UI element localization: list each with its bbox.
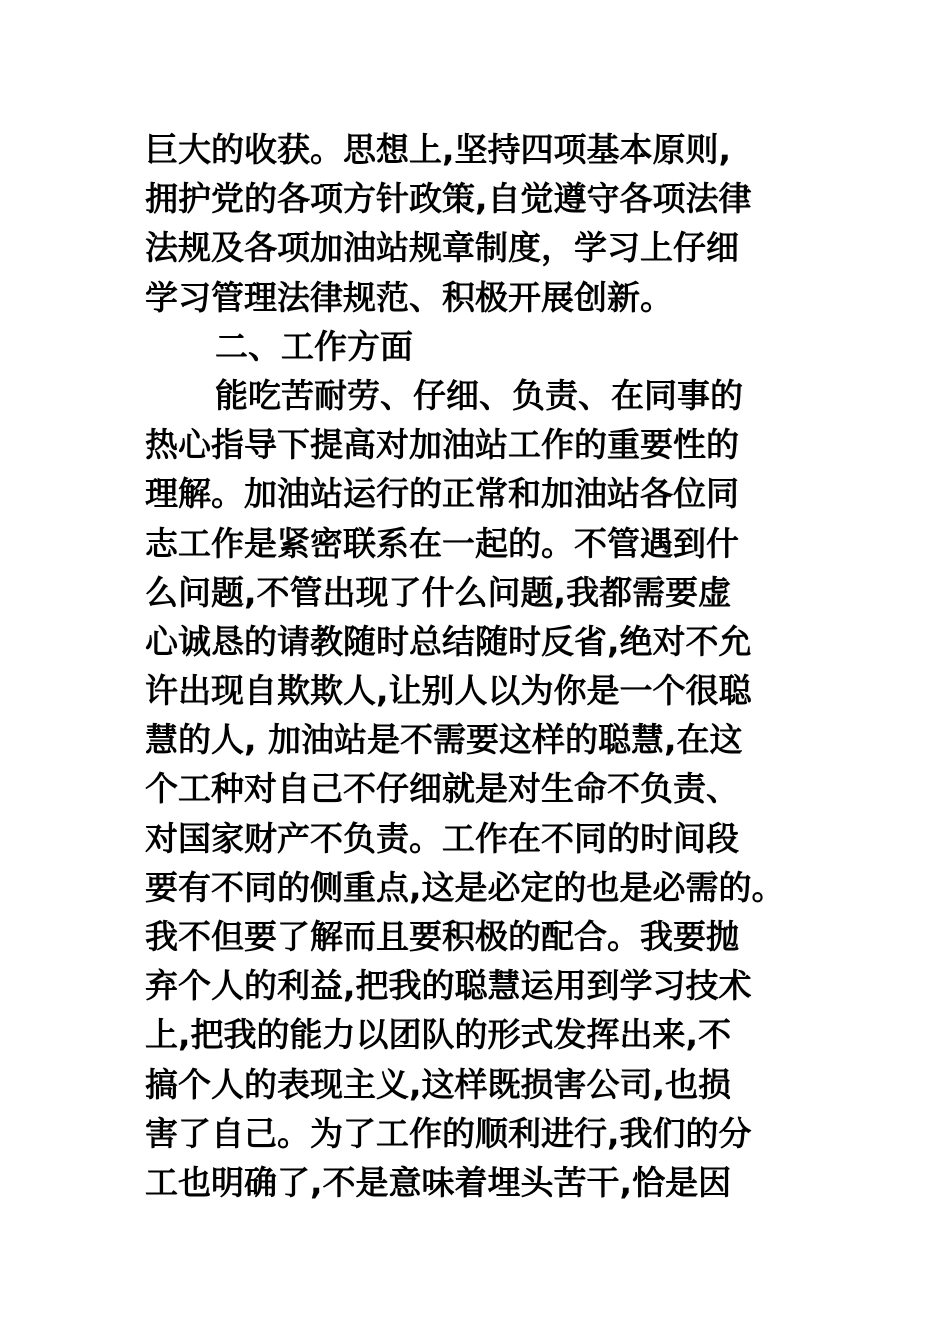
body-text	[145, 125, 845, 1207]
text-line: 对国家财产不负责。工作在不同的时间段	[145, 818, 739, 858]
text-line: 理解。加油站运行的正常和加油站各位同	[145, 474, 739, 514]
text-line: 工也明确了,不是意味着埋头苦干,恰是因	[145, 1162, 732, 1202]
text-line: 志工作是紧密联系在一起的。不管遇到什	[145, 523, 739, 563]
text-line: 个工种对自己不仔细就是对生命不负责、	[145, 769, 739, 809]
text-line: 弃个人的利益,把我的聪慧运用到学习技术	[145, 966, 752, 1006]
text-line: 么问题,不管出现了什么问题,我都需要虚	[145, 572, 732, 612]
text-line: 害了自己。为了工作的顺利进行,我们的分	[145, 1113, 752, 1153]
text-line: 拥护党的各项方针政策,自觉遵守各项法律	[145, 179, 752, 219]
text-line: 搞个人的表现主义,这样既损害公司,也损	[145, 1064, 732, 1104]
text-line: 心诚恳的请教随时总结随时反省,绝对不允	[145, 621, 752, 661]
text-line: 学习管理法律规范、积极开展创新。	[145, 277, 673, 317]
text-line: 巨大的收获。思想上,坚持四项基本原则,	[145, 130, 732, 169]
text-line: 许出现自欺欺人,让别人以为你是一个很聪	[145, 671, 752, 711]
text-line: 慧的人, 加油站是不需要这样的聪慧,在这	[145, 720, 743, 760]
text-line: 上,把我的能力以团队的形式发挥出来,不	[145, 1015, 732, 1055]
paragraph-first-line: 能吃苦耐劳、仔细、负责、在同事的	[215, 375, 743, 415]
text-line: 我不但要了解而且要积极的配合。我要抛	[145, 917, 739, 956]
text-line: 法规及各项加油站规章制度，学习上仔细	[145, 228, 739, 268]
text-line: 热心指导下提高对加油站工作的重要性的	[145, 425, 739, 465]
section-heading: 二、工作方面	[215, 326, 413, 366]
text-line: 要有不同的侧重点,这是必定的也是必需的。	[145, 867, 785, 907]
